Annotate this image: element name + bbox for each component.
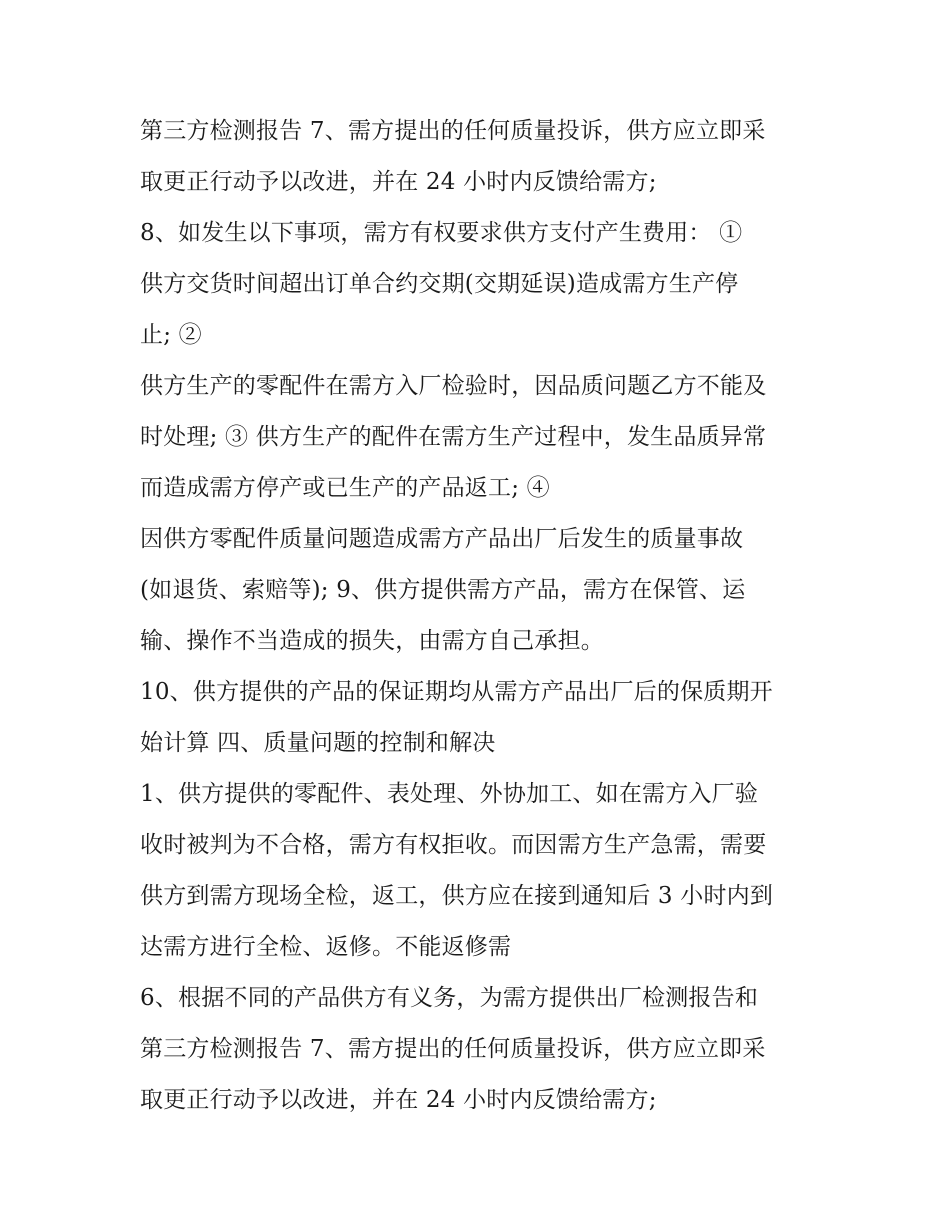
text-line: 收时被判为不合格，需方有权拒收。而因需方生产急需，需要 bbox=[140, 832, 767, 858]
text-line: 8、如发生以下事项，需方有权要求供方支付产生费用： ① bbox=[140, 220, 743, 246]
document-body bbox=[140, 106, 820, 1126]
text-line: 第三方检测报告 7、需方提出的任何质量投诉，供方应立即采 bbox=[140, 118, 766, 144]
text-line: 供方交货时间超出订单合约交期(交期延误)造成需方生产停 bbox=[140, 271, 739, 297]
text-line: 10、供方提供的产品的保证期均从需方产品出厂后的保质期开 bbox=[140, 679, 773, 705]
text-line: 1、供方提供的零配件、表处理、外协加工、如在需方入厂验 bbox=[140, 781, 759, 807]
text-line: 供方到需方现场全检，返工，供方应在接到通知后 3 小时内到 bbox=[140, 883, 774, 909]
text-line: 因供方零配件质量问题造成需方产品出厂后发生的质量事故 bbox=[140, 526, 744, 552]
text-line: 达需方进行全检、返修。不能返修需 bbox=[140, 934, 512, 960]
text-line: 6、根据不同的产品供方有义务，为需方提供出厂检测报告和 bbox=[140, 985, 759, 1011]
text-line: 供方生产的零配件在需方入厂检验时，因品质问题乙方不能及 bbox=[140, 373, 767, 399]
text-line: 时处理; ③ 供方生产的配件在需方生产过程中，发生品质异常 bbox=[140, 424, 767, 450]
text-line: 始计算 四、质量问题的控制和解决 bbox=[140, 730, 496, 756]
text-line: 取更正行动予以改进，并在 24 小时内反馈给需方; bbox=[140, 169, 657, 195]
text-line: 输、操作不当造成的损失，由需方自己承担。 bbox=[140, 628, 604, 654]
text-line: 而造成需方停产或已生产的产品返工; ④ bbox=[140, 475, 550, 501]
text-line: 第三方检测报告 7、需方提出的任何质量投诉，供方应立即采 bbox=[140, 1036, 766, 1062]
text-line: 取更正行动予以改进，并在 24 小时内反馈给需方; bbox=[140, 1087, 657, 1113]
text-line: 止; ② bbox=[140, 322, 202, 348]
text-line: (如退货、索赔等); 9、供方提供需方产品，需方在保管、运 bbox=[140, 577, 746, 603]
